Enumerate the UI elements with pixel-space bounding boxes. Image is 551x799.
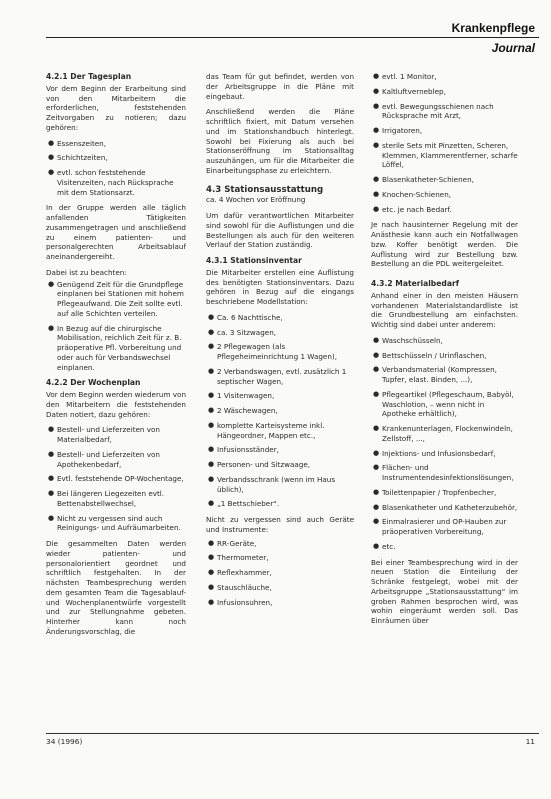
list-item [208, 366, 354, 387]
list-item [48, 474, 186, 484]
list-item [208, 342, 354, 362]
bullet-icon: ● [48, 474, 55, 483]
list-item-text: Blasenkatheter und Katheterzubehör, [382, 502, 518, 512]
bullet-icon: ● [208, 553, 215, 562]
bullet-icon: ● [48, 153, 55, 162]
bullet-icon: ● [208, 391, 215, 400]
bullet-icon: ● [48, 323, 55, 332]
column-2 [206, 72, 354, 613]
list-item-text: „1 Bettschieber“. [217, 499, 280, 509]
list-item [373, 140, 518, 170]
section-heading: 4.3.1 Stationsinventar [206, 256, 302, 265]
bullet-icon: ● [373, 502, 380, 511]
column-1 [46, 72, 186, 643]
list-item-text: Infusionsuhren, [217, 597, 273, 607]
list-item-text: Verbandsschrank (wenn im Haus üblich), [217, 474, 336, 494]
list-item [208, 597, 354, 608]
list-item [373, 424, 518, 444]
bullet-list [206, 313, 354, 509]
section-heading: 4.3.2 Materialbedarf [371, 279, 459, 288]
list-item-text: Ca. 6 Nachttische, [217, 312, 283, 322]
bullet-icon: ● [373, 463, 380, 472]
section-heading: 4.2.2 Der Wochenplan [46, 378, 141, 388]
paragraph: Nicht zu vergessen sind auch Geräte und Instrumente: [206, 515, 354, 534]
list-item [208, 460, 354, 470]
bullet-icon: ● [208, 312, 215, 321]
list-item [373, 389, 518, 419]
list-item-text: Verbandsmaterial (Kompressen, Tupfer, elast. Binden, ...), [382, 365, 497, 384]
list-item [48, 449, 186, 470]
paragraph: Anhand einer in den meisten Häusern vorhandenen Materialstandardliste ist die Grundbestellung am einfachsten. Wichtig sind dabei unter anderem: [371, 290, 518, 329]
list-item-text: Bestell- und Lieferzeiten von Apothekenbedarf, [57, 449, 160, 469]
paragraph: Bei einer Teambesprechung wird in der neuen Station die Einteilung der Schränke festgelegt, wobei mit der Arbeitsgruppe „Stationsausstattung“ im groben Rahmen besprochen wird, was wohin eingeräumt werden soll. Das Einräumen über [371, 557, 518, 625]
bullet-list [206, 539, 354, 608]
list-item [208, 420, 354, 441]
list-item [373, 487, 518, 498]
list-item [48, 323, 186, 373]
list-item-text: ca. 3 Sitzwagen, [217, 327, 277, 337]
paragraph: Anschließend werden die Pläne schriftlich fixiert, mit Datum versehen und im Stationshandbuch hinterlegt. Sowohl bei Fixierung als auch bei Stationseröffnung im Stationsalltag auszuhängen, um für die Mitarbeiter die Einarbeitungsphase zu erleichtern. [206, 107, 354, 175]
list-item [373, 86, 518, 97]
list-item [373, 175, 518, 185]
list-item-text: Kaltluftverneblер, [382, 86, 446, 96]
column-3 [371, 72, 518, 632]
bullet-icon: ● [48, 513, 55, 522]
bullet-icon: ● [373, 175, 380, 183]
list-item-text: RR-Geräte, [217, 538, 257, 548]
list-item [373, 72, 518, 82]
list-item [208, 445, 354, 455]
journal-subtitle: Journal [491, 41, 535, 55]
list-item-text: Waschschüsseln, [382, 335, 443, 345]
paragraph: Die gesammelten Daten werden wieder patienten- und personalorientiert geordnet und schriftlich festgehalten. In der nächsten Teambesprechung werden dem gesamten Team die Tagesablauf- und Wochenplanentwürfe vorgestellt und zur Stellungnahme gebeten. Hinterher kann noch Änderungsvorschlag, die [46, 539, 186, 636]
bullet-icon: ● [208, 366, 215, 375]
list-item [48, 153, 186, 163]
list-item [373, 101, 518, 122]
bullet-icon: ● [48, 489, 55, 497]
list-item [373, 189, 518, 200]
list-item-text: Toilettenpapier / Tropfenbecher, [382, 487, 497, 497]
section-heading: 4.3 Stationsausstattung [206, 184, 324, 195]
list-item [208, 568, 354, 578]
bullet-icon: ● [373, 126, 380, 134]
list-item [373, 502, 518, 513]
bullet-icon: ● [48, 425, 55, 434]
list-item [373, 463, 518, 483]
bullet-icon: ● [48, 138, 55, 147]
bullet-icon: ● [208, 420, 215, 429]
list-item-text: Evtl. feststehende OP-Wochentage, [57, 474, 184, 484]
list-item [48, 168, 186, 197]
list-item [208, 474, 354, 495]
bullet-icon: ● [373, 487, 380, 496]
list-item-text: Einmalrasierer und OP-Hauben zur präoperativen Vorbereitung, [382, 517, 507, 536]
bullet-icon: ● [373, 86, 380, 95]
list-item [48, 138, 186, 149]
bullet-icon: ● [373, 424, 380, 432]
bullet-list [371, 336, 518, 552]
list-item [208, 538, 354, 549]
paragraph: Um dafür verantwortlichen Mitarbeiter sind sowohl für die Auflistungen und die Bestellungen als auch für den weiteren Verlauf der Station zuständig. [206, 211, 354, 250]
page-number: 11 [525, 737, 535, 746]
bullet-icon: ● [48, 279, 55, 288]
bullet-icon: ● [373, 350, 380, 359]
list-item-text: Irrigatoren, [382, 126, 423, 135]
list-item [373, 541, 518, 552]
list-item-text: komplette Karteisysteme inkl. Hängeordner, Mappen etc., [217, 420, 325, 440]
list-item [373, 204, 518, 215]
section-subheading: ca. 4 Wochen vor Eröffnung [206, 195, 306, 205]
list-item-text: Pflegeartikel (Pflegeschaum, Babyöl, Waschlotion, – wenn nicht in Apotheke erhältlich), [382, 389, 514, 419]
list-item-text: Bettschüsseln / Urinflaschen, [382, 350, 487, 360]
list-item [373, 126, 518, 136]
list-item-text: In Bezug auf die chirurgische Mobilisation, reichlich Zeit für z. B. präoperative Pfl. Vorbereitung und oder auch für Verbandswechsel einplanen. [57, 323, 182, 372]
bullet-icon: ● [48, 168, 55, 176]
list-item-text: Essenszeiten, [57, 138, 107, 148]
paragraph: Vor dem Beginn der Erarbeitung sind von den Mitarbeitern die erforderlichen, feststehenden Zeitvorgaben zu notieren; dazu gehören: [46, 83, 186, 132]
list-item [373, 517, 518, 537]
bullet-icon: ● [373, 189, 380, 198]
bullet-icon: ● [373, 541, 380, 550]
paragraph: Die Mitarbeiter erstellen eine Auflistung des benötigten Stationsinventars. Dazu gehören in Bezug auf die eingangs beschriebene Modellstation: [206, 267, 354, 306]
bullet-icon: ● [208, 499, 215, 508]
list-item [208, 406, 354, 416]
bullet-list [46, 139, 186, 198]
paragraph: Vor dem Beginn werden wiederum von den Mitarbeitern die feststehenden Daten notiert, dazu gehören: [46, 390, 186, 419]
list-item [208, 391, 354, 401]
bullet-icon: ● [373, 365, 380, 374]
list-item-text: 2 Pflegewagen (als Pflegeheimeinrichtung 1 Wagen), [217, 342, 337, 361]
list-item-text: Personen- und Sitzwaage, [217, 460, 311, 469]
list-item-text: evtl. schon feststehende Visitenzeiten, nach Rücksprache mit dem Stationsarzt. [57, 168, 174, 197]
bullet-icon: ● [208, 474, 215, 483]
list-item [208, 582, 354, 593]
bullet-icon: ● [373, 389, 380, 398]
list-item-text: Nicht zu vergessen sind auch Reinigungs- und Aufräumarbeiten. [57, 513, 181, 533]
list-item-text: Bestell- und Lieferzeiten von Materialbedarf, [57, 425, 160, 444]
list-item [48, 513, 186, 534]
bullet-icon: ● [208, 582, 215, 591]
paragraph: Je nach hausinterner Regelung mit der Anästhesie kann auch ein Notfallwagen bzw. Koffer benötigt werden. Die Auflistung wird zur Bestellung bzw. Bestellung an die PDL weitergeleitet. [371, 220, 518, 269]
list-item-text: Infusionsständer, [217, 445, 279, 455]
footer-rule [46, 733, 539, 734]
list-item-text: 2 Verbandswagen, evtl. zusätzlich 1 septischer Wagen, [217, 366, 347, 386]
section-heading: 4.2.1 Der Tagesplan [46, 72, 132, 81]
issue-number: 34 (1996) [46, 737, 83, 746]
header-rule [46, 37, 539, 38]
bullet-icon: ● [208, 597, 215, 606]
list-item [48, 279, 186, 319]
bullet-icon: ● [208, 327, 215, 336]
list-item [373, 335, 518, 346]
list-item-text: Stauschläuche, [217, 582, 272, 592]
list-item-text: 2 Wäschewagen, [217, 406, 278, 415]
list-item-text: Genügend Zeit für die Grundpflege einplanen bei Stationen mit hohem Pflegeaufwand. Die Zeit sollte evtl. auf alle Schichten verteilen. [57, 279, 184, 318]
journal-title: Krankenpflege [451, 21, 535, 35]
bullet-icon: ● [373, 335, 380, 344]
list-item-text: Thermometer, [217, 553, 269, 563]
bullet-list [46, 280, 186, 373]
list-item-text: Injektions- und Infusionsbedarf, [382, 448, 496, 458]
bullet-list [371, 72, 518, 214]
list-item-text: sterile Sets mit Pinzetten, Scheren, Klemmen, Klammerentferner, scharfe Löffel, [382, 140, 518, 170]
list-item-text: Flächen- und Instrumentendesinfektionslösungen, [382, 463, 514, 482]
paragraph: Dabei ist zu beachten: [46, 267, 127, 277]
bullet-icon: ● [208, 342, 215, 351]
list-item [208, 327, 354, 338]
list-item [208, 312, 354, 323]
bullet-icon: ● [208, 568, 215, 576]
bullet-icon: ● [373, 101, 380, 110]
list-item-text: etc. je nach Bedarf. [382, 204, 452, 214]
list-item-text: evtl. Bewegungsschienen nach Rücksprache mit Arzt, [382, 101, 494, 121]
list-item-text: evtl. 1 Monitor, [382, 72, 437, 81]
bullet-icon: ● [208, 460, 215, 468]
paragraph: In der Gruppe werden alle täglich anfallenden Tätigkeiten zusammengetragen und anschließend zu einem patienten- und personalgerechten Arbeitsablauf aneinandergereiht. [46, 203, 186, 261]
bullet-icon: ● [48, 449, 55, 458]
bullet-icon: ● [373, 140, 380, 149]
bullet-list [46, 425, 186, 533]
list-item-text: etc. [382, 541, 396, 551]
list-item-text: Knochen-Schienen, [382, 189, 452, 199]
list-item [48, 489, 186, 509]
list-item-text: Reflexhammer, [217, 568, 272, 577]
list-item-text: Bei längeren Liegezeiten evtl. Bettenabstellwechsel, [57, 489, 165, 508]
bullet-icon: ● [373, 448, 380, 457]
list-item-text: 1 Visitenwagen, [217, 391, 275, 401]
bullet-icon: ● [373, 204, 380, 213]
list-item [208, 499, 354, 509]
paragraph: das Team für gut befindet, werden von der Arbeitsgruppe in die Pläne mit eingebaut. [206, 72, 354, 101]
bullet-icon: ● [208, 445, 215, 454]
list-item [373, 448, 518, 459]
list-item [373, 365, 518, 385]
list-item-text: Schichtzeiten, [57, 153, 108, 163]
list-item [208, 553, 354, 563]
list-item-text: Krankenunterlagen, Flockenwindeln, Zellstoff, ..., [382, 424, 513, 443]
bullet-icon: ● [208, 538, 215, 547]
list-item [48, 425, 186, 445]
bullet-icon: ● [373, 517, 380, 526]
list-item [373, 350, 518, 361]
bullet-icon: ● [373, 72, 380, 80]
bullet-icon: ● [208, 406, 215, 414]
list-item-text: Blasenkatheter-Schienen, [382, 175, 474, 184]
